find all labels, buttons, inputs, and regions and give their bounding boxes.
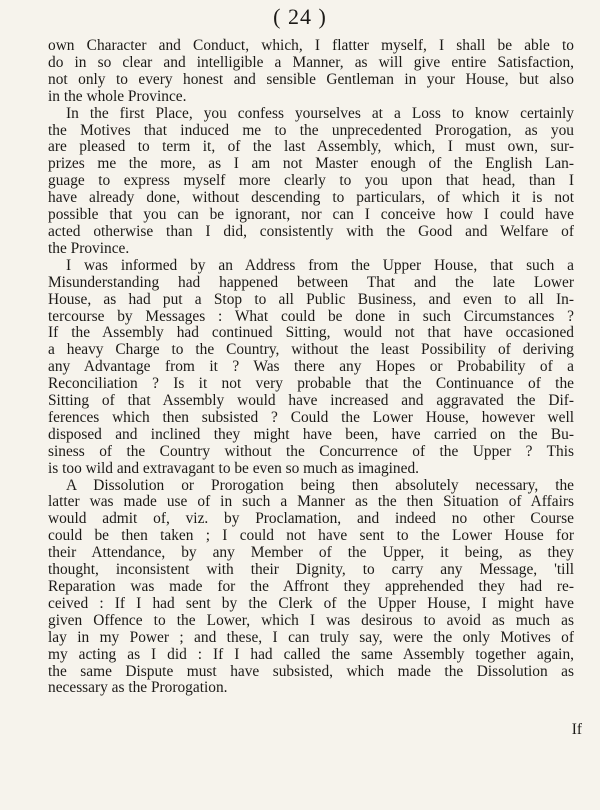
- text-line: could be then taken ; I could not have sent to the Lower House for: [48, 527, 574, 545]
- text-line: my acting as I did : If I had called the same Assembly together again,: [48, 645, 574, 663]
- text-line: tercourse by Messages : What could be done in such Circumstances ?: [48, 307, 574, 325]
- text-line: Misunderstanding had happened between That and the late Lower: [48, 273, 574, 291]
- text-line: the same Dispute must have subsisted, which made the Dissolution as: [48, 662, 574, 680]
- page-number: ( 24 ): [273, 4, 327, 29]
- paragraph: [48, 478, 574, 698]
- text-line: latter was made use of in such a Manner as the then Situation of Affairs: [48, 493, 574, 511]
- text-line: is too wild and extravagant to be even so much as imagined.: [48, 459, 419, 477]
- text-line: have already done, without descending to particulars, of which it is not: [48, 189, 574, 207]
- text-line: their Attendance, by any Member of the Upper, it being, as they: [48, 544, 574, 562]
- text-line: ceived : If I had sent by the Clerk of the Upper House, I might have: [48, 594, 574, 612]
- text-line: possible that you can be ignorant, nor can I conceive how I could have: [48, 206, 574, 224]
- text-line: ferences which then subsisted ? Could the Lower House, however well: [48, 408, 574, 426]
- paragraph: [48, 38, 574, 106]
- text-line: a heavy Charge to the Country, without the least Possibility of deriving: [48, 341, 574, 359]
- catchword: If: [571, 721, 582, 738]
- text-line: guage to express myself more clearly to you upon that head, than I: [48, 172, 574, 190]
- text-line: disposed and inclined they might have been, have carried on the Bu-: [48, 425, 574, 443]
- text-line: Sitting of that Assembly would have increased and aggravated the Dif-: [48, 392, 574, 410]
- paragraph: [48, 258, 574, 478]
- text-line: lay in my Power ; and these, I can truly say, were the only Motives of: [48, 628, 574, 646]
- text-line: are pleased to term it, of the last Assembly, which, I must own, sur-: [48, 138, 574, 156]
- text-line: If the Assembly had continued Sitting, would not that have occasioned: [48, 324, 574, 342]
- text-line: own Character and Conduct, which, I flatter myself, I shall be able to: [48, 37, 574, 54]
- body-text: [48, 38, 574, 697]
- text-line: thought, inconsistent with their Dignity, to carry any Message, 'till: [48, 561, 574, 579]
- text-line: the Motives that induced me to the unprecedented Prorogation, as you: [48, 121, 574, 139]
- text-line: Reparation was made for the Affront they apprehended they had re-: [48, 578, 574, 595]
- text-line: acted otherwise than I did, consistently with the Good and Welfare of: [48, 222, 574, 240]
- text-line: in the whole Province.: [48, 87, 187, 105]
- paragraph: [48, 106, 574, 258]
- text-line: Reconciliation ? Is it not very probable that the Continuance of the: [48, 375, 574, 393]
- text-line: given Offence to the Lower, which I was desirous to avoid as much as: [48, 611, 574, 629]
- text-line: any Advantage from it ? Was there any Hopes or Probability of a: [48, 358, 574, 376]
- text-line: siness of the Country without the Concurrence of the Upper ? This: [48, 442, 574, 460]
- text-line: would admit of, viz. by Proclamation, and indeed no other Course: [48, 510, 574, 528]
- text-line: necessary as the Prorogation.: [48, 679, 228, 697]
- text-line: I was informed by an Address from the Upper House, that such a: [66, 256, 574, 274]
- text-line: do in so clear and intelligible a Manner, as will give entire Satisfaction,: [48, 53, 574, 71]
- text-line: A Dissolution or Prorogation being then absolutely necessary, the: [66, 476, 574, 494]
- text-line: the Province.: [48, 239, 130, 257]
- text-line: prizes me the more, as I am not Master enough of the English Lan-: [48, 155, 574, 173]
- text-line: House, as had put a Stop to all Public Business, and even to all In-: [48, 290, 574, 308]
- text-line: not only to every honest and sensible Gentleman in your House, but also: [48, 70, 574, 88]
- text-line: In the first Place, you confess yourselves at a Loss to know certainly: [66, 104, 574, 122]
